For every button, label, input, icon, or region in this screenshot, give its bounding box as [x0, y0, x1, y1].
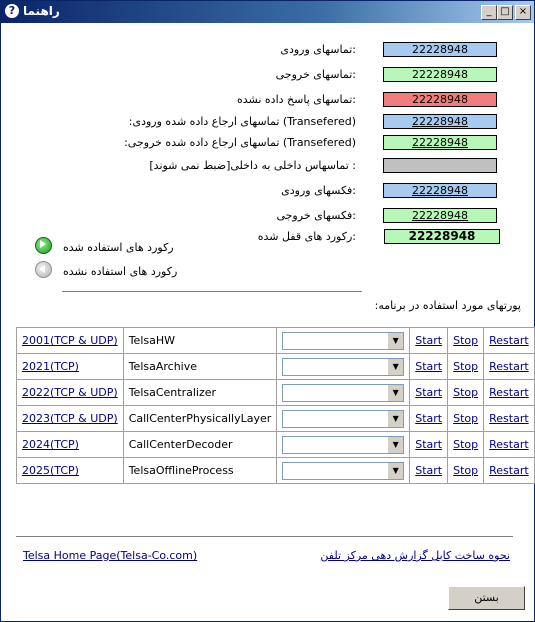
divider — [62, 291, 362, 293]
start-link[interactable]: Start — [415, 360, 443, 373]
stop-link[interactable]: Stop — [453, 438, 479, 451]
table-row — [17, 432, 535, 458]
service-name: CallCenterPhysicallyLayer — [123, 406, 277, 432]
restart-link[interactable]: Restart — [489, 386, 529, 399]
stop-cell — [448, 406, 484, 432]
legend-value-box: 22228948 — [383, 183, 497, 198]
chevron-down-icon[interactable]: ▼ — [387, 463, 403, 479]
help-icon: ? — [5, 4, 19, 18]
service-name: CallCenterDecoder — [123, 432, 277, 458]
stop-link[interactable]: Stop — [453, 464, 479, 477]
service-select-cell — [277, 406, 410, 432]
service-select-cell — [277, 458, 410, 484]
service-name: TelsaOfflineProcess — [123, 458, 277, 484]
stop-cell — [448, 380, 484, 406]
start-cell — [410, 458, 448, 484]
restart-cell — [484, 406, 535, 432]
start-cell — [410, 354, 448, 380]
service-name: TelsaCentralizer — [123, 380, 277, 406]
legend-value-box: 22228948 — [384, 229, 500, 244]
cable-guide-link[interactable]: نحوه ساخت کابل گزارش دهی مرکز تلفن — [320, 549, 510, 562]
port-cell — [17, 458, 124, 484]
port-cell — [17, 354, 124, 380]
start-link[interactable]: Start — [415, 334, 443, 347]
legend-value-box: 22228948 — [383, 135, 497, 150]
legend-label: :تماسهای پاسخ داده نشده — [237, 93, 356, 106]
start-link[interactable]: Start — [415, 438, 443, 451]
service-select[interactable] — [282, 358, 404, 376]
start-cell — [410, 328, 448, 354]
service-name: TelsaArchive — [123, 354, 277, 380]
chevron-down-icon[interactable]: ▼ — [387, 437, 403, 453]
port-cell — [17, 406, 124, 432]
legend-label: :تماسهای خروجی — [275, 68, 356, 81]
legend-label: (Transefered) تماسهای ارجاع داده شده ورودی: — [128, 115, 356, 128]
restart-link[interactable]: Restart — [489, 360, 529, 373]
stop-cell — [448, 458, 484, 484]
port-cell — [17, 328, 124, 354]
close-button[interactable]: بستن — [448, 586, 525, 610]
legend-label: :فکسهای خروجی — [276, 209, 356, 222]
chevron-down-icon[interactable]: ▼ — [387, 333, 403, 349]
port-link[interactable]: 2021(TCP) — [22, 360, 79, 373]
service-select-cell — [277, 432, 410, 458]
table-row — [17, 406, 535, 432]
stop-link[interactable]: Stop — [453, 412, 479, 425]
service-select[interactable] — [282, 332, 404, 350]
port-cell — [17, 432, 124, 458]
legend-value-box — [383, 158, 497, 173]
stop-cell — [448, 354, 484, 380]
service-select[interactable] — [282, 384, 404, 402]
legend-value-box: 22228948 — [383, 92, 497, 107]
unused-record-label: رکورد های استفاده نشده — [63, 265, 178, 278]
service-select-cell — [277, 328, 410, 354]
stop-cell — [448, 328, 484, 354]
port-link[interactable]: 2024(TCP) — [22, 438, 79, 451]
service-select-cell — [277, 380, 410, 406]
start-link[interactable]: Start — [415, 464, 443, 477]
used-record-label: رکورد های استفاده شده — [63, 241, 174, 254]
service-select[interactable] — [282, 436, 404, 454]
ports-table — [16, 327, 535, 484]
port-link[interactable]: 2022(TCP & UDP) — [22, 386, 118, 399]
start-link[interactable]: Start — [415, 386, 443, 399]
legend-value-box: 22228948 — [383, 114, 497, 129]
play-arrow-icon — [40, 240, 46, 248]
restart-cell — [484, 432, 535, 458]
restart-cell — [484, 328, 535, 354]
footer-divider — [16, 536, 513, 538]
chevron-down-icon[interactable]: ▼ — [387, 411, 403, 427]
restart-link[interactable]: Restart — [489, 334, 529, 347]
stop-cell — [448, 432, 484, 458]
stop-link[interactable]: Stop — [453, 334, 479, 347]
maximize-button[interactable]: □ — [497, 5, 513, 20]
window-title: راهنما — [23, 4, 60, 18]
legend-label: :رکورد های قفل شده — [257, 230, 356, 243]
legend-value-box: 22228948 — [383, 67, 497, 82]
restart-link[interactable]: Restart — [489, 464, 529, 477]
start-cell — [410, 406, 448, 432]
service-select[interactable] — [282, 410, 404, 428]
minimize-button[interactable]: _ — [481, 5, 497, 20]
port-cell — [17, 380, 124, 406]
legend-label: :تماسهای ورودی — [280, 43, 356, 56]
legend-label: : تماسهاس داخلی به داخلی[ضبط نمی شوند] — [149, 159, 356, 172]
port-link[interactable]: 2001(TCP & UDP) — [22, 334, 118, 347]
home-page-link[interactable]: Telsa Home Page(Telsa-Co.com) — [23, 549, 198, 562]
close-window-button[interactable]: × — [515, 5, 531, 20]
service-select-cell — [277, 354, 410, 380]
port-link[interactable]: 2023(TCP & UDP) — [22, 412, 118, 425]
legend-value-box: 22228948 — [383, 42, 497, 57]
service-name: TelsaHW — [123, 328, 277, 354]
table-row — [17, 354, 535, 380]
chevron-down-icon[interactable]: ▼ — [387, 359, 403, 375]
start-cell — [410, 432, 448, 458]
legend-label: :فکسهای ورودی — [281, 184, 356, 197]
title-bar[interactable] — [1, 1, 534, 23]
start-cell — [410, 380, 448, 406]
table-row — [17, 380, 535, 406]
table-row — [17, 328, 535, 354]
stop-link[interactable]: Stop — [453, 386, 479, 399]
ports-title: پورتهای مورد استفاده در برنامه: — [374, 299, 521, 312]
chevron-down-icon[interactable]: ▼ — [387, 385, 403, 401]
restart-cell — [484, 380, 535, 406]
restart-cell — [484, 458, 535, 484]
start-link[interactable]: Start — [415, 412, 443, 425]
legend-value-box: 22228948 — [383, 208, 497, 223]
stop-link[interactable]: Stop — [453, 360, 479, 373]
restart-link[interactable]: Restart — [489, 438, 529, 451]
back-arrow-icon — [39, 265, 45, 273]
legend-label: (Transefered) تماسهای ارجاع داده شده خروجی: — [124, 136, 356, 149]
restart-cell — [484, 354, 535, 380]
service-select[interactable] — [282, 462, 404, 480]
port-link[interactable]: 2025(TCP) — [22, 464, 79, 477]
restart-link[interactable]: Restart — [489, 412, 529, 425]
table-row — [17, 458, 535, 484]
